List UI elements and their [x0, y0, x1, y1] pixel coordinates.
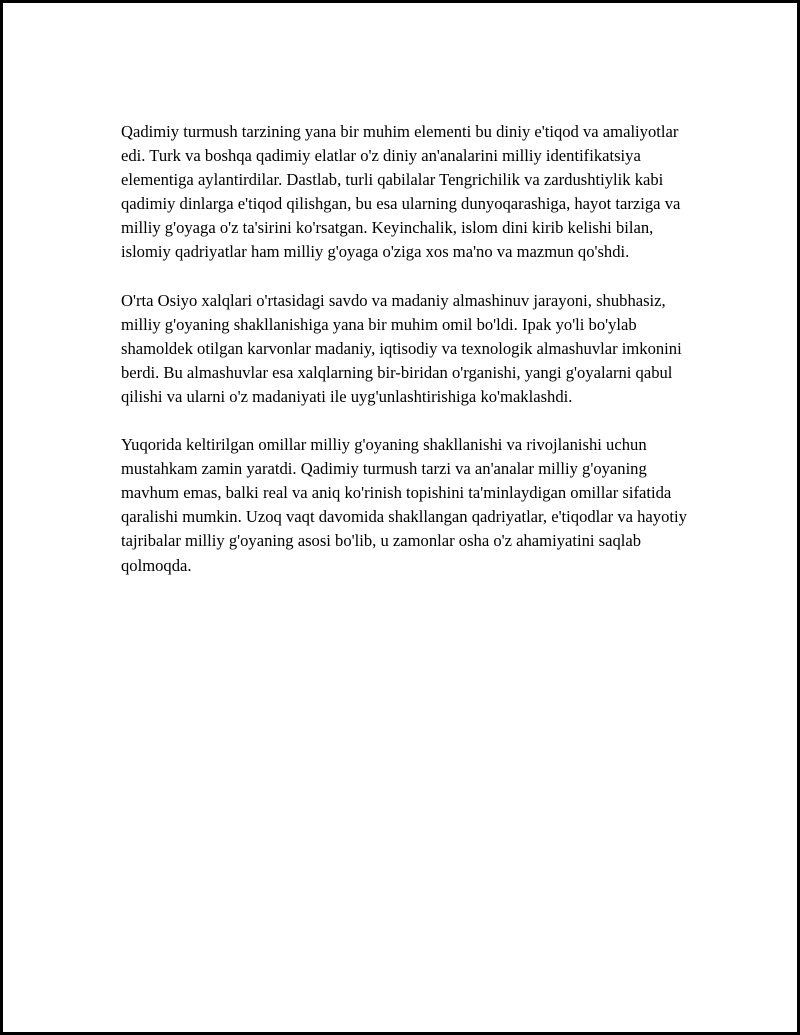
document-body — [121, 120, 691, 602]
paragraph-2: O'rta Osiyo xalqlari o'rtasidagi savdo va madaniy almashinuv jarayoni, shubhasiz, milliy g'oyaning shakllanishiga yana bir muhim omil bo'ldi. Ipak yo'li bo'ylab shamoldek otilgan karvonlar madaniy, iqtisodiy va texnologik almashuvlar imkonini berdi. Bu almashuvlar esa xalqlarning bir-biridan o'rganishi, yangi g'oyalarni qabul qilishi va ularni o'z madaniyati ile uyg'unlashtirishiga ko'maklashdi. — [121, 290, 682, 406]
paragraph-1: Qadimiy turmush tarzining yana bir muhim elementi bu diniy e'tiqod va amaliyotlar edi. Turk va boshqa qadimiy elatlar o'z diniy an'analarini milliy identifikatsiya elementiga aylantirdilar. Dastlab, turli qabilalar Tengrichilik va zardushtiylik kabi qadimiy dinlarga e'tiqod qilishgan, bu esa ularning dunyoqarashiga, hayot tarziga va milliy g'oyaga o'z ta'sirini ko'rsatgan. Keyinchalik, islom dini kirib kelishi bilan, islomiy qadriyatlar ham milliy g'oyaga o'ziga xos ma'no va mazmun qo'shdi. — [121, 122, 681, 262]
paragraph-3: Yuqorida keltirilgan omillar milliy g'oyaning shakllanishi va rivojlanishi uchun mustahkam zamin yaratdi. Qadimiy turmush tarzi va an'analar milliy g'oyaning mavhum emas, balki real va aniq ko'rinish topishini ta'minlaydigan omillar sifatida qaralishi mumkin. Uzoq vaqt davomida shakllangan qadriyatlar, e'tiqodlar va hayotiy tajribalar milliy g'oyaning asosi bo'lib, u zamonlar osha o'z ahamiyatini saqlab qolmoqda. — [121, 435, 687, 575]
